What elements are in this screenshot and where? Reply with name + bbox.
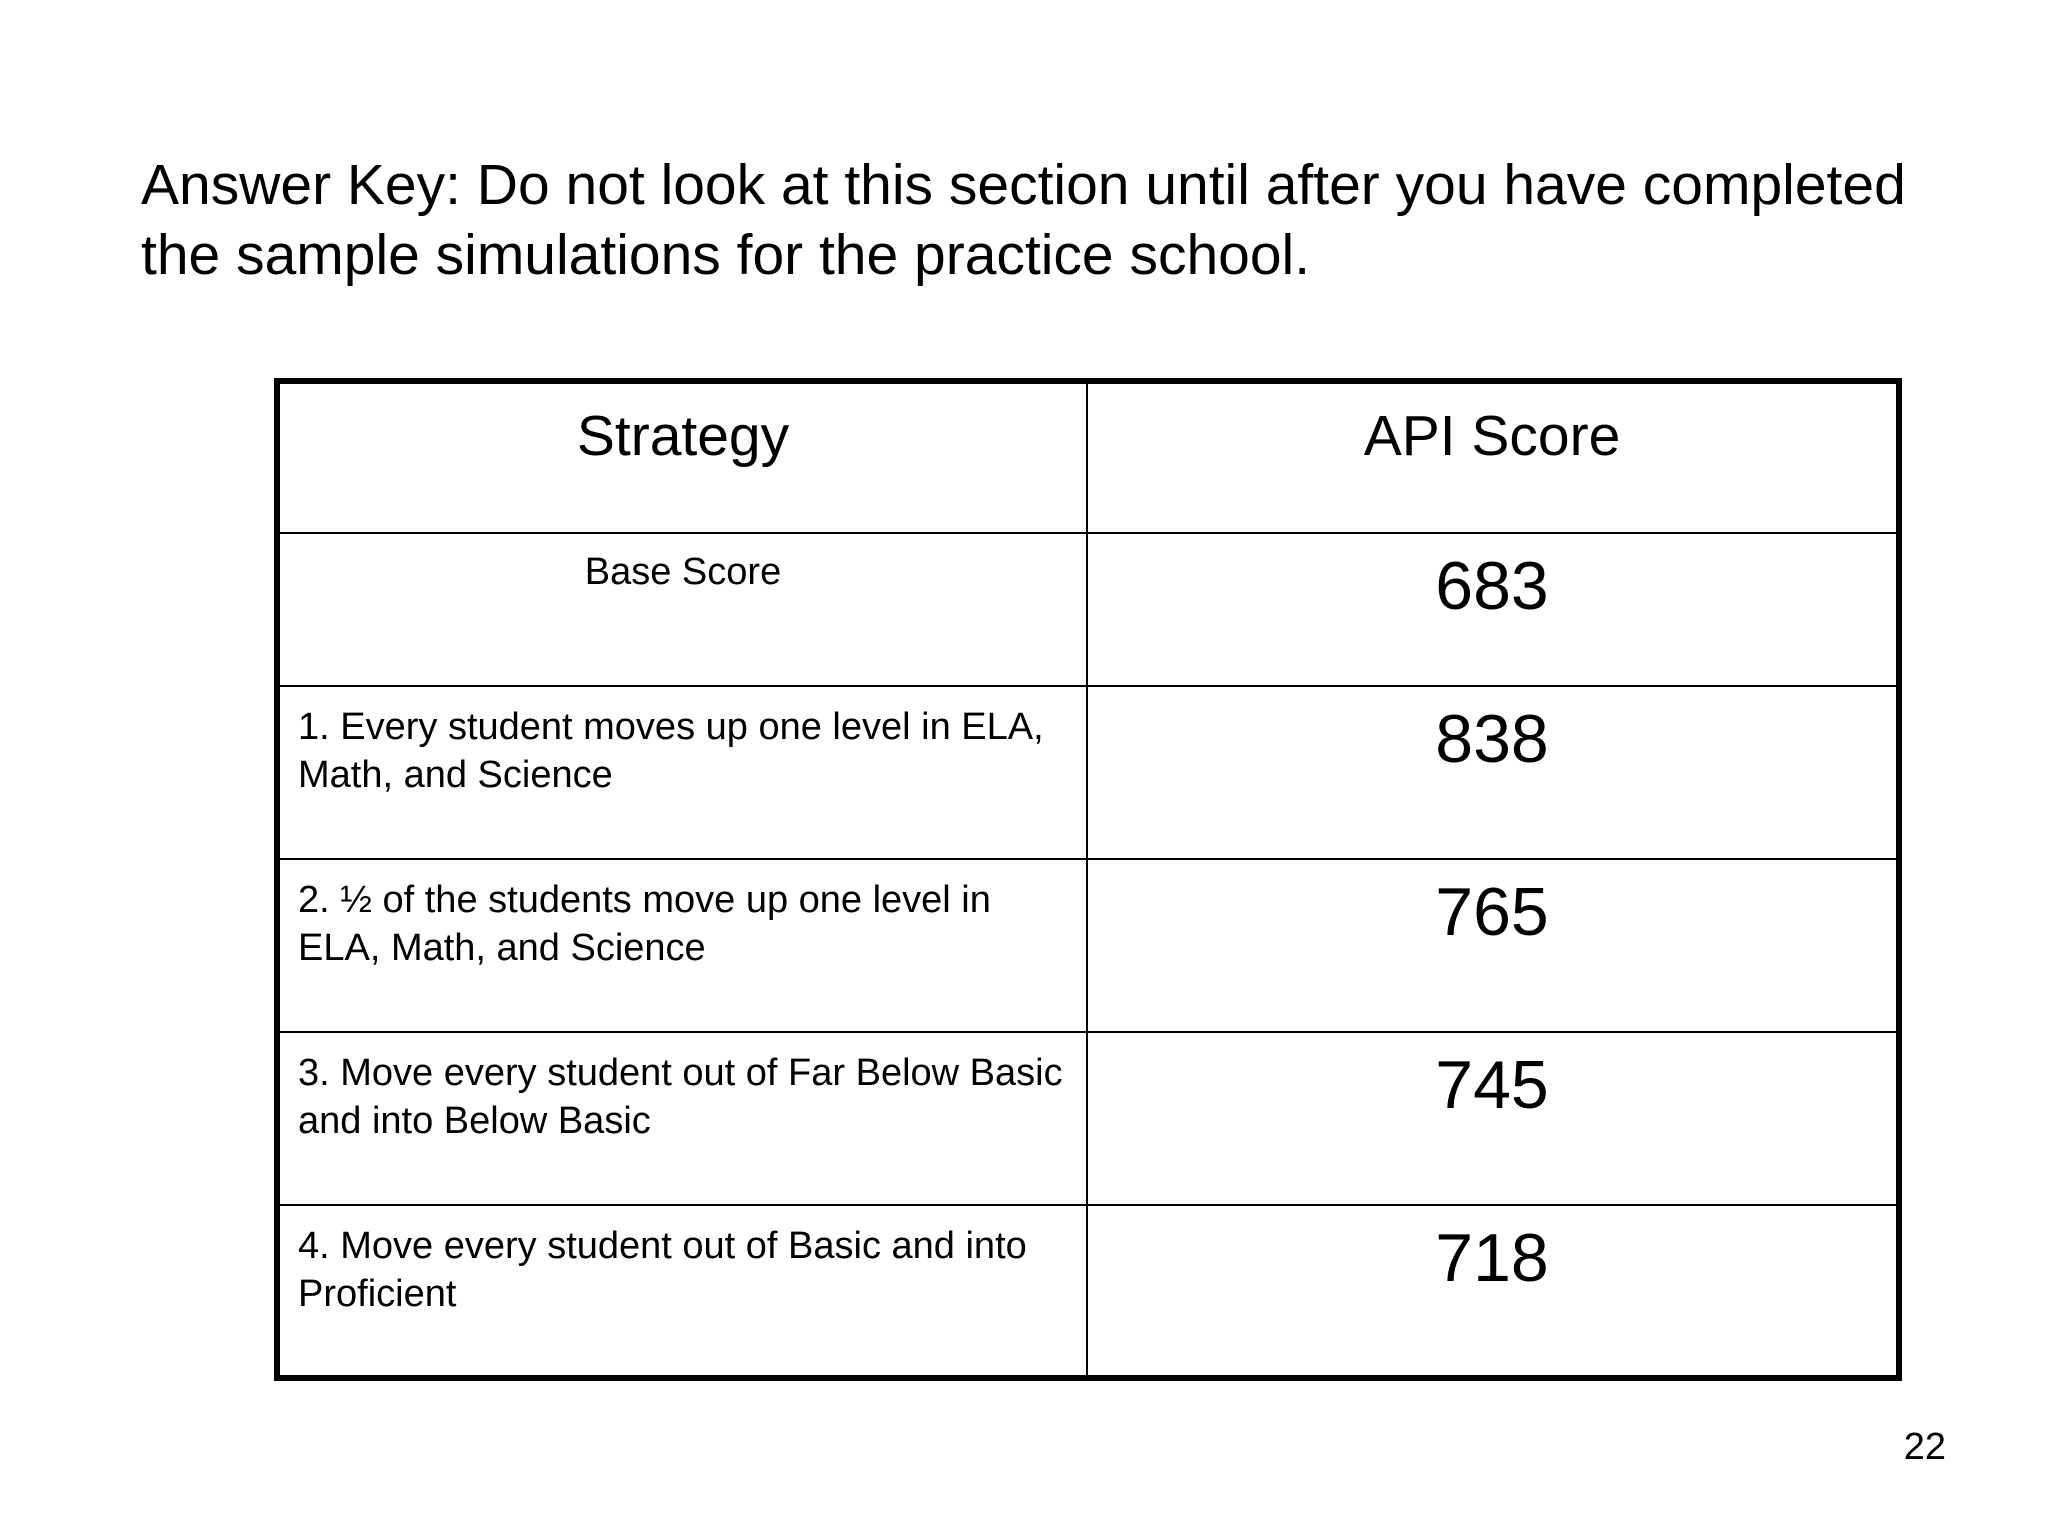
strategy-cell: 3. Move every student out of Far Below Basic and into Below Basic <box>277 1032 1087 1205</box>
api-score-cell: 838 <box>1087 686 1899 859</box>
table-row <box>277 1032 1899 1205</box>
api-score-column-header: API Score <box>1087 381 1899 533</box>
table-row <box>277 1205 1899 1378</box>
api-score-table <box>274 378 1902 1381</box>
strategy-cell: 2. ½ of the students move up one level in ELA, Math, and Science <box>277 859 1087 1032</box>
table-row <box>277 859 1899 1032</box>
strategy-cell: 4. Move every student out of Basic and into Proficient <box>277 1205 1087 1378</box>
table-row <box>277 533 1899 686</box>
api-score-cell: 765 <box>1087 859 1899 1032</box>
api-score-cell: 683 <box>1087 533 1899 686</box>
api-score-cell: 745 <box>1087 1032 1899 1205</box>
strategy-column-header: Strategy <box>277 381 1087 533</box>
table-header-row <box>277 381 1899 533</box>
heading-line-2: the sample simulations for the practice school. <box>141 223 1311 287</box>
answer-key-heading <box>141 150 1961 290</box>
page-number: 22 <box>1903 1426 1946 1468</box>
strategy-cell: 1. Every student moves up one level in ELA, Math, and Science <box>277 686 1087 859</box>
strategy-cell: Base Score <box>277 533 1087 686</box>
api-score-cell: 718 <box>1087 1205 1899 1378</box>
table-row <box>277 686 1899 859</box>
heading-line-1: Answer Key: Do not look at this section until after you have completed <box>141 153 1906 217</box>
